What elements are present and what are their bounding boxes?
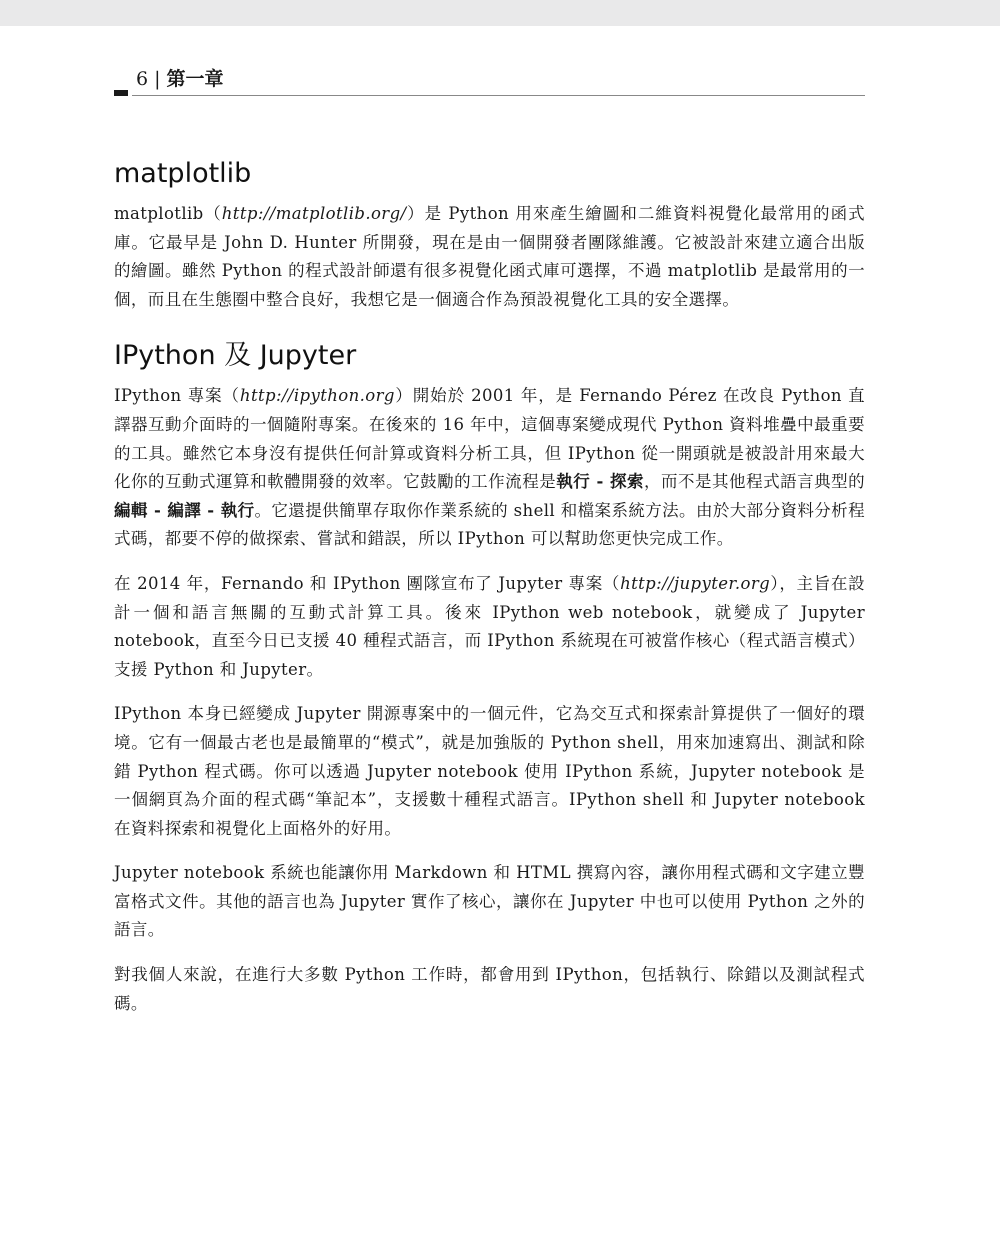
paragraph-ipython-1 (114, 382, 865, 554)
header-text (136, 67, 224, 91)
text-run: IPython 專案（ (114, 386, 240, 406)
section-heading-ipython: IPython 及 Jupyter (114, 340, 357, 372)
section-heading-matplotlib: matplotlib (114, 158, 252, 189)
header-separator: | (154, 68, 161, 90)
paragraph-matplotlib (114, 200, 865, 314)
chapter-title: 第一章 (166, 68, 224, 90)
text-run: ）開始於 2001 年，是 Fernando Pérez 在改良 Python 直譯器互動介面時的一個隨附專案。在後來的 16 年中，這個專案變成現代 Python 資料堆疊中最重要的工具。雖然它本身沒有提供任何計算或資料分析工具，但 IPython 從一開頭就是被設計用來最大化你的互動式運算和軟體開發的效率。它鼓勵的工作流程是 (114, 386, 865, 492)
text-run: matplotlib（ (114, 204, 222, 223)
url-link[interactable]: http://ipython.org (239, 386, 395, 406)
paragraph-ipython-4: Jupyter notebook 系統也能讓你用 Markdown 和 HTML 撰寫內容，讓你用程式碼和文字建立豐富格式文件。其他的語言也為 Jupyter 實作了核心，讓你在 Jupyter 中也可以使用 Python 之外的語言。 (114, 863, 865, 940)
text-run: 在 2014 年，Fernando 和 IPython 團隊宣布了 Jupyter 專案（ (114, 573, 621, 593)
header-marker (114, 90, 128, 96)
text-run: ，而不是其他程式語言典型的 (644, 472, 866, 492)
paragraph-ipython-3: IPython 本身已經變成 Jupyter 開源專案中的一個元件，它為交互式和探索計算提供了一個好的環境。它有一個最古老也是最簡單的“模式”，就是加強版的 Python shell，用來加速寫出、測試和除錯 Python 程式碼。你可以透過 Jupyter notebook 使用 IPython 系統，Jupyter notebook 是一個網頁為介面的程式碼“筆記本”，支援數十種程式語言。IPython shell 和 Jupyter notebook 在資料探索和視覺化上面格外的好用。 (114, 704, 865, 838)
url-link[interactable]: http://jupyter.org (620, 573, 771, 593)
paragraph-ipython-5: 對我個人來說，在進行大多數 Python 工作時，都會用到 IPython，包括執行、除錯以及測試程式碼。 (114, 965, 865, 1013)
emphasis-text: 編輯 - 編譯 - 執行 (114, 500, 255, 520)
url-link[interactable]: http://matplotlib.org/ (221, 204, 407, 223)
paragraph-ipython-2 (114, 570, 865, 684)
top-margin-band (0, 0, 1000, 26)
running-header (114, 66, 865, 98)
text-run: ），主旨在設計一個和語言無關的互動式計算工具。後來 IPython web notebook，就變成了 Jupyter notebook，直至今日已支援 40 種程式語言，而 IPython 系統現在可被當作核心（程式語言模式）支援 Python 和 Jupyter。 (114, 573, 865, 679)
header-rule (132, 95, 865, 96)
page-body (114, 154, 865, 1034)
page-number: 6 (136, 68, 149, 90)
emphasis-text: 執行 - 探索 (556, 472, 645, 492)
text-run: ）是 Python 用來產生繪圖和二維資料視覺化最常用的函式庫。它最早是 John D. Hunter 所開發，現在是由一個開發者團隊維護。它被設計來建立適合出版的繪圖。雖然 Python 的程式設計師還有很多視覺化函式庫可選擇，不過 matplotlib 是最常用的一個，而且在生態圈中整合良好，我想它是一個適合作為預設視覺化工具的安全選擇。 (114, 204, 865, 309)
text-run: 。它還提供簡單存取你作業系統的 shell 和檔案系統方法。由於大部分資料分析程式碼，都要不停的做探索、嘗試和錯誤，所以 IPython 可以幫助您更快完成工作。 (114, 500, 865, 549)
